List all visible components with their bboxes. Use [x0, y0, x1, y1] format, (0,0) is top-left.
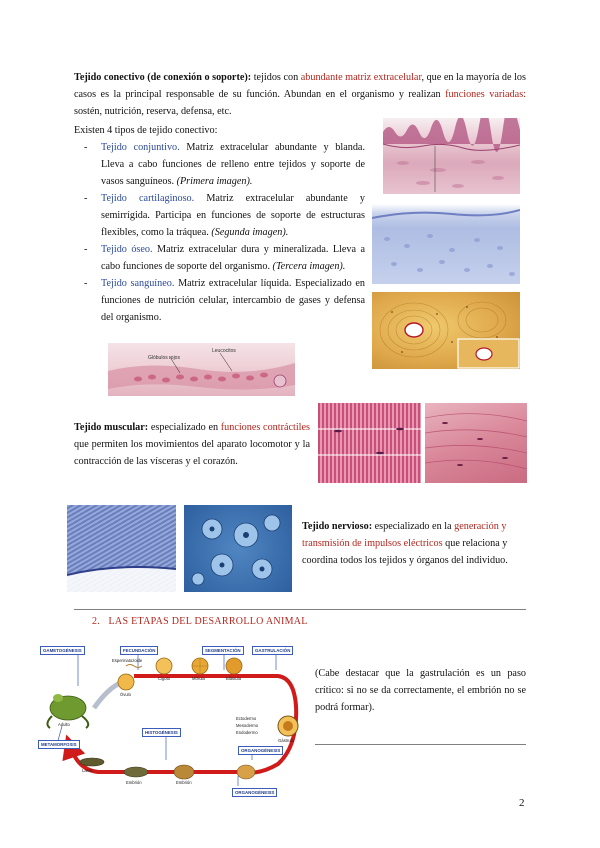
nerve-tissue-illustration-2: [184, 505, 292, 592]
stage-segmentation: SEGMENTACIÓN: [202, 646, 244, 655]
page-number: 2: [519, 797, 525, 809]
type-desc: Matriz extracelular líquida. Especializado en funciones de nutrición celular, intercambio de gases y defensa del organismo.: [101, 278, 365, 323]
caption-embryo-2: Embrión: [176, 780, 192, 785]
stage-metamorphosis: METAMORFOSIS: [38, 740, 80, 749]
blood-tissue-image: [108, 343, 295, 396]
skeletal-muscle-image: [318, 403, 421, 483]
section-2-heading: [92, 616, 308, 627]
bone-tissue-illustration: [372, 292, 520, 369]
layer-ectoderm: Ectodermo: [236, 716, 257, 721]
nervioso-text-a: especializado en la: [372, 521, 455, 532]
leukocyte-label: Leucocitos: [212, 348, 236, 354]
type-desc: Matriz extracelular abundante y semirrígida. Participa en funciones de soporte de estructuras flexibles, como la tráquea.: [101, 193, 366, 238]
cartilage-tissue-illustration: [372, 204, 520, 284]
list-item: [74, 241, 365, 275]
conectivo-title: Tejido conectivo (de conexión o soporte):: [74, 72, 252, 83]
intro-text-c: sostén, nutrición, reserva, defensa, etc.: [74, 106, 232, 117]
blood-tissue-illustration: [108, 343, 295, 396]
type-note: (Tercera imagen).: [272, 261, 346, 272]
caption-adult: Adulto: [58, 722, 70, 727]
type-desc: Matriz extracelular abundante y blanda. Lleva a cabo funciones de relleno entre tejidos y soporte de vasos sanguíneos.: [101, 142, 365, 187]
stage-gastrulation: GASTRULACIÓN: [252, 646, 293, 655]
type-name: Tejido óseo.: [101, 244, 153, 255]
nerve-tissue-image-1: [67, 505, 176, 592]
stage-histogenesis: HISTOGÉNESIS: [142, 728, 181, 737]
type-note: (Primera imagen).: [176, 176, 253, 187]
list-item: [74, 275, 365, 326]
intro-text-a: tejidos con: [251, 72, 301, 83]
type-name: Tejido conjuntivo.: [101, 142, 180, 153]
layer-endoderm: Endodermo: [236, 730, 258, 735]
nervioso-text-b: que relaciona y coordina todos los tejidos y órganos del individuo.: [302, 538, 508, 566]
smooth-muscle-image: [425, 403, 527, 483]
stage-organogenesis: ORGANOGÉNESIS: [232, 788, 277, 797]
layer-mesoderm: Mesodermo: [236, 723, 259, 728]
muscular-paragraph: [74, 419, 310, 470]
conectivo-count: Existen 4 tipos de tejido conectivo:: [74, 125, 218, 136]
connective-tissue-image: [383, 118, 520, 194]
section-title: LAS ETAPAS DEL DESARROLLO ANIMAL: [108, 616, 308, 627]
muscular-title: Tejido muscular:: [74, 422, 149, 433]
intro-text-b: , que en la mayoría de los casos es la principal responsable de su función. Abundan en el organismo y realizan: [74, 72, 526, 100]
cartilage-tissue-image: [372, 204, 520, 284]
intro-highlight-matrix: abundante matriz extracelular: [300, 72, 422, 83]
nervioso-highlight: generación y transmisión de impulsos eléctricos: [302, 521, 507, 549]
caption-blastula: Blástula: [226, 676, 241, 681]
skeletal-muscle-illustration: [318, 403, 421, 483]
muscular-highlight: funciones contráctiles: [220, 422, 310, 433]
list-item: [74, 190, 365, 241]
caption-larva: Larva: [82, 768, 93, 773]
caption-embryo-1: Embrión: [126, 780, 142, 785]
intro-highlight-functions: funciones variadas:: [445, 89, 526, 100]
muscular-text-b: que permiten los movimientos del aparato locomotor y la contracción de las vísceras y el corazón.: [74, 439, 310, 467]
stage-fertilization: FECUNDACIÓN: [120, 646, 158, 655]
development-stages-diagram: [38, 636, 308, 804]
smooth-muscle-illustration: [425, 403, 527, 483]
caption-morula: Mórula: [192, 676, 205, 681]
type-desc: Matriz extracelular dura y mineralizada. Lleva a cabo funciones de soporte del organismo.: [101, 244, 365, 272]
muscular-text-a: especializado en: [148, 422, 221, 433]
type-name: Tejido cartilaginoso.: [101, 193, 195, 204]
stage-organogenesis-side: ORGANOGÉNESIS: [238, 746, 283, 755]
gastrulation-note: (Cabe destacar que la gastrulación es un paso crítico: si no se da correctamente, el embrión no se podrá formar).: [315, 668, 526, 713]
caption-sperm: Espermatozoide: [112, 658, 143, 663]
section-number: 2.: [92, 616, 101, 627]
caption-egg: Óvulo: [120, 692, 131, 697]
conectivo-types-list: [74, 139, 365, 326]
caption-gastrula: Gástrula: [278, 738, 294, 743]
conectivo-intro: [74, 69, 526, 120]
list-item: [74, 139, 365, 190]
type-note: (Segunda imagen).: [211, 227, 289, 238]
type-name: Tejido sanguíneo.: [101, 278, 175, 289]
section-divider-top: [74, 609, 526, 610]
stage-gametogenesis: GAMETOGÉNESIS: [40, 646, 85, 655]
note-underline: [315, 744, 526, 745]
bone-tissue-image: [372, 292, 520, 369]
caption-zygote: Cigoto: [158, 676, 171, 681]
nerve-tissue-image-2: [184, 505, 292, 592]
nervioso-title: Tejido nervioso:: [302, 521, 373, 532]
connective-tissue-illustration: [383, 118, 520, 194]
development-cycle-illustration: [38, 636, 308, 804]
rbc-label: Glóbulos rojos: [148, 355, 180, 361]
nervioso-paragraph: [302, 518, 526, 569]
nerve-tissue-illustration-1: [67, 505, 176, 592]
